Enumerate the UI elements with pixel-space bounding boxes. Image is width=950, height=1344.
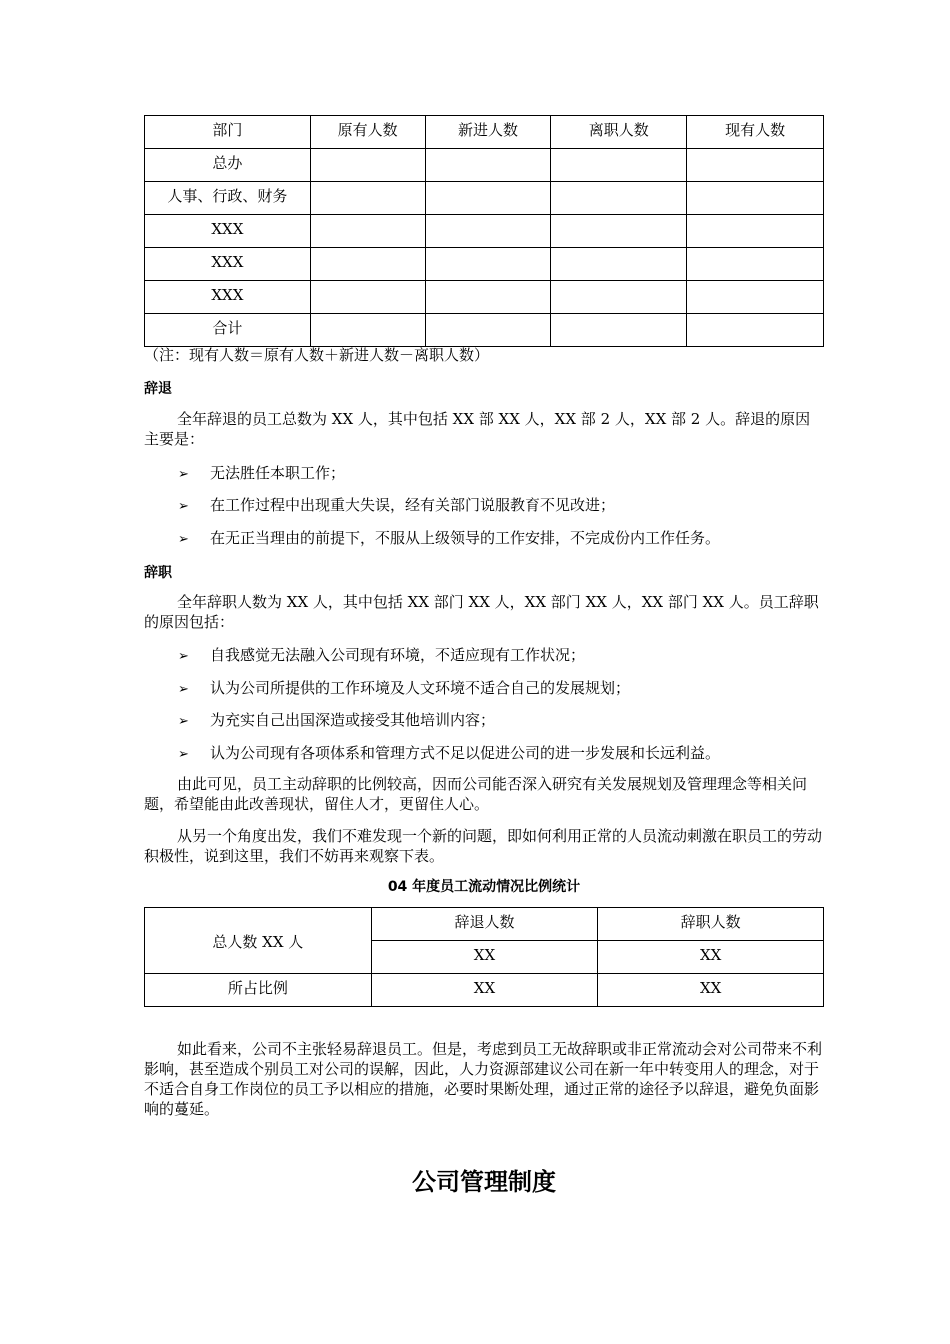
list-item-text: 自我感觉无法融入公司现有环境，不适应现有工作状况；	[210, 646, 586, 664]
header-cell: 离职人数	[551, 116, 687, 149]
conclusion-paragraph: 由此可见，员工主动辞职的比例较高，因而公司能否深入研究有关发展规划及管理理念等相关问题，希望能由此改善现状，留住人才，更留住人心。	[144, 775, 808, 813]
list-item-text: 在工作过程中出现重大失误，经有关部门说服教育不见改进；	[210, 496, 616, 514]
staff-count-table	[144, 115, 824, 347]
empty-cell	[687, 248, 824, 281]
empty-cell	[310, 248, 425, 281]
table-row	[145, 908, 824, 941]
empty-cell	[425, 182, 551, 215]
empty-cell	[425, 215, 551, 248]
list-item	[178, 709, 495, 730]
list-item	[178, 644, 585, 665]
arrow-bullet-icon: ➢	[178, 747, 189, 762]
ratio-label-cell: 所占比例	[145, 974, 372, 1007]
value-cell: XX	[598, 974, 824, 1007]
empty-cell	[687, 314, 824, 347]
empty-cell	[551, 215, 687, 248]
empty-cell	[310, 281, 425, 314]
value-cell: XX	[371, 974, 598, 1007]
empty-cell	[551, 149, 687, 182]
list-item-text: 为充实自己出国深造或接受其他培训内容；	[210, 711, 496, 729]
header-cell: 新进人数	[425, 116, 551, 149]
empty-cell	[687, 182, 824, 215]
list-item	[178, 494, 615, 515]
empty-cell	[310, 314, 425, 347]
list-item-text: 认为公司现有各项体系和管理方式不足以促进公司的进一步发展和长远利益。	[210, 744, 721, 762]
dismissal-paragraph: 全年辞退的员工总数为 XX 人，其中包括 XX 部 XX 人，XX 部 2 人，XX 部 2 人。辞退的原因主要是：	[144, 410, 811, 448]
header-cell: 部门	[145, 116, 311, 149]
list-item	[178, 462, 345, 483]
empty-cell	[551, 248, 687, 281]
empty-cell	[310, 215, 425, 248]
department-cell: XXX	[145, 248, 311, 281]
list-item	[178, 527, 720, 548]
list-item	[178, 677, 630, 698]
header-cell: 原有人数	[310, 116, 425, 149]
final-paragraph: 如此看来，公司不主张轻易辞退员工。但是，考虑到员工无故辞职或非正常流动会对公司带来不利影响，甚至造成个别员工对公司的误解，因此，人力资源部建议公司在新一年中转变用人的理念，对于不适合自身工作岗位的员工予以相应的措施，必要时果断处理，通过正常的途径予以辞退，避免负面影响的蔓延。	[144, 1040, 823, 1118]
list-item-text: 认为公司所提供的工作环境及人文环境不适合自己的发展规划；	[210, 679, 631, 697]
empty-cell	[425, 149, 551, 182]
transition-paragraph: 从另一个角度出发，我们不难发现一个新的问题，即如何利用正常的人员流动刺激在职员工的劳动积极性，说到这里，我们不妨再来观察下表。	[144, 827, 823, 865]
empty-cell	[310, 149, 425, 182]
table-row	[145, 974, 824, 1007]
arrow-bullet-icon: ➢	[178, 682, 189, 697]
empty-cell	[425, 248, 551, 281]
empty-cell	[551, 182, 687, 215]
department-cell: 人事、行政、财务	[145, 182, 311, 215]
section-title: 公司管理制度	[412, 1168, 556, 1196]
empty-cell	[687, 149, 824, 182]
list-item-text: 无法胜任本职工作；	[210, 464, 346, 482]
arrow-bullet-icon: ➢	[178, 467, 189, 482]
table-header-row	[145, 116, 824, 149]
turnover-ratio-table	[144, 907, 824, 1007]
dismissal-heading: 辞退	[144, 381, 172, 397]
resignation-heading: 辞职	[144, 565, 172, 581]
list-item-text: 在无正当理由的前提下，不服从上级领导的工作安排，不完成份内工作任务。	[210, 529, 721, 547]
value-cell: XX	[371, 941, 598, 974]
total-count-cell: 总人数 XX 人	[145, 908, 372, 974]
header-cell: 辞退人数	[371, 908, 598, 941]
table-note: （注：现有人数＝原有人数＋新进人数－离职人数）	[144, 346, 490, 364]
table-caption: 04 年度员工流动情况比例统计	[387, 879, 581, 895]
empty-cell	[687, 281, 824, 314]
department-cell: XXX	[145, 215, 311, 248]
table-row	[145, 215, 824, 248]
empty-cell	[687, 215, 824, 248]
empty-cell	[551, 281, 687, 314]
empty-cell	[551, 314, 687, 347]
table-row	[145, 314, 824, 347]
arrow-bullet-icon: ➢	[178, 649, 189, 664]
empty-cell	[425, 281, 551, 314]
empty-cell	[310, 182, 425, 215]
header-cell: 现有人数	[687, 116, 824, 149]
table-row	[145, 248, 824, 281]
arrow-bullet-icon: ➢	[178, 714, 189, 729]
department-cell: 总办	[145, 149, 311, 182]
department-cell: 合计	[145, 314, 311, 347]
table-row	[145, 182, 824, 215]
table-row	[145, 149, 824, 182]
resignation-paragraph: 全年辞职人数为 XX 人，其中包括 XX 部门 XX 人，XX 部门 XX 人，XX 部门 XX 人。员工辞职的原因包括：	[144, 593, 819, 631]
department-cell: XXX	[145, 281, 311, 314]
arrow-bullet-icon: ➢	[178, 499, 189, 514]
header-cell: 辞职人数	[598, 908, 824, 941]
table-row	[145, 281, 824, 314]
arrow-bullet-icon: ➢	[178, 532, 189, 547]
list-item	[178, 742, 720, 763]
value-cell: XX	[598, 941, 824, 974]
empty-cell	[425, 314, 551, 347]
